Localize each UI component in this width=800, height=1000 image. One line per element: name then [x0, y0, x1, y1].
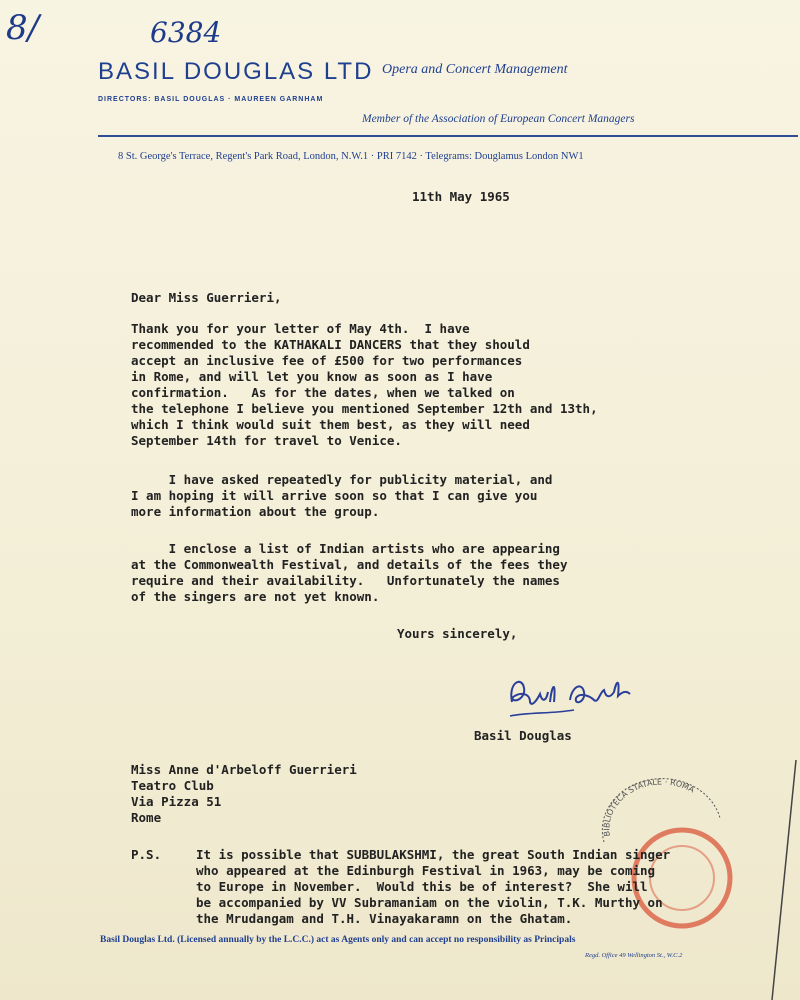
membership-line: Member of the Association of European Concert Managers [362, 113, 635, 125]
stamp-text: BIBLIOTECA STATALE · ROMA [602, 778, 696, 837]
reference-number: 6384 [150, 16, 222, 49]
company-name: BASIL DOUGLAS LTD [98, 58, 374, 85]
letter-date: 11th May 1965 [412, 189, 510, 204]
recipient-address: Miss Anne d'Arbeloff Guerrieri Teatro Club Via Pizza 51 Rome [131, 762, 357, 825]
footer-disclaimer: Basil Douglas Ltd. (Licensed annually by the L.C.C.) act as Agents only and can accept no responsibility as Principals [100, 935, 576, 945]
postscript-text: It is possible that SUBBULAKSHMI, the great South Indian singer who appeared at the Edinburgh Festival in 1963, may be coming to Europe in November. Would this be of interest? She will be accompanied by VV Subramaniam on the violin, T.K. Murthy on the Mrudangam and T.H. Vinayakaramn on the Ghatam. [196, 847, 671, 926]
company-address: 8 St. George's Terrace, Regent's Park Road, London, N.W.1 · PRI 7142 · Telegrams: Douglamus London NW1 [118, 151, 584, 162]
paper-edge-shadow [768, 760, 800, 1000]
handwritten-signature [500, 662, 640, 726]
footer-registered-office: Regd. Office 49 Wellington St., W.C.2 [585, 952, 683, 959]
closing: Yours sincerely, [397, 626, 518, 641]
corner-annotation: 8/ [6, 8, 40, 48]
body-paragraph-2: I have asked repeatedly for publicity material, and I am hoping it will arrive soon so that I can give you more information about the group. [131, 472, 553, 519]
salutation: Dear Miss Guerrieri, [131, 290, 282, 305]
body-paragraph-1: Thank you for your letter of May 4th. I have recommended to the KATHAKALI DANCERS that they should accept an inclusive fee of £500 for two performances in Rome, and will let you know as soon as I have confirmation. As for the dates, when we talked on the telephone I believe you mentioned September 12th and 13th, which I think would suit them best, as they will need September 14th for travel to Venice. [131, 321, 598, 448]
body-paragraph-3: I enclose a list of Indian artists who are appearing at the Commonwealth Festival, and details of the fees they require and their availability. Unfortunately the names of the singers are not yet known. [131, 541, 568, 604]
header-divider [98, 135, 798, 137]
directors-line: DIRECTORS: BASIL DOUGLAS · MAUREEN GARNHAM [98, 96, 324, 103]
company-tagline: Opera and Concert Management [382, 62, 568, 77]
signer-name: Basil Douglas [474, 728, 572, 743]
postscript-label: P.S. [131, 847, 162, 862]
